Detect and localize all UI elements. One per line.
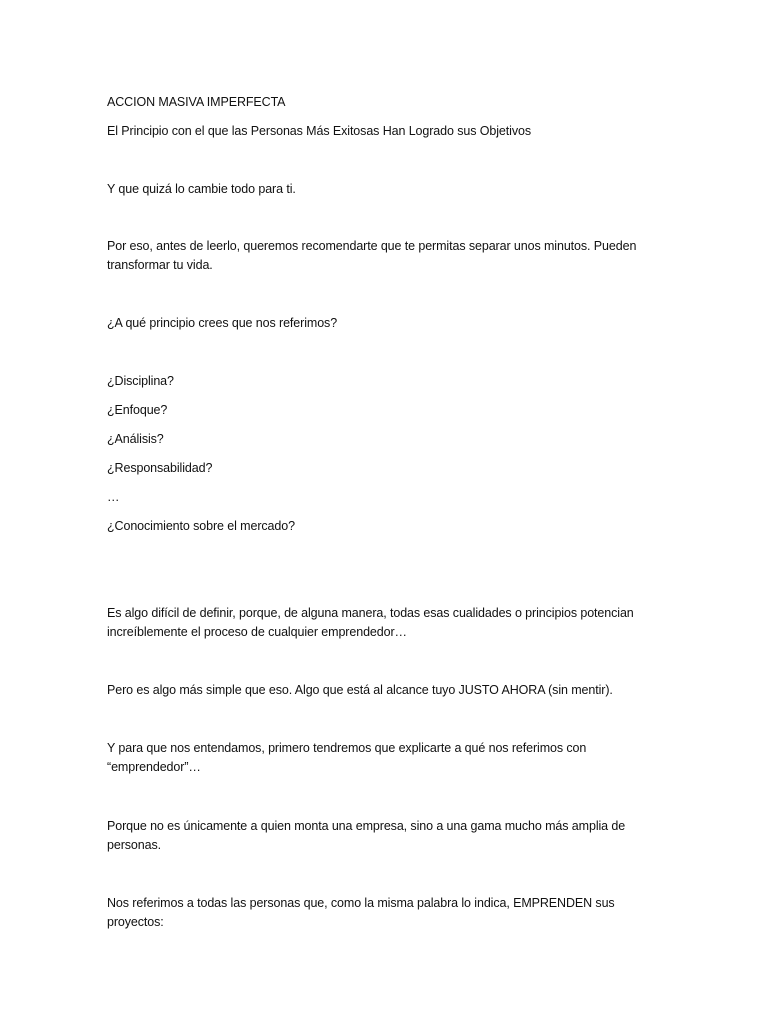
ellipsis-line: … — [107, 490, 120, 504]
question-responsabilidad: ¿Responsabilidad? — [107, 461, 213, 475]
question-analisis: ¿Análisis? — [107, 432, 164, 446]
paragraph-8: Nos referimos a todas las personas que, como la misma palabra lo indica, EMPRENDEN sus proyectos: — [107, 896, 615, 929]
paragraph-7: Porque no es únicamente a quien monta una empresa, sino a una gama mucho más amplia de personas. — [107, 819, 626, 852]
paragraph-4: Es algo difícil de definir, porque, de alguna manera, todas esas cualidades o principios potencian increíblemente el proceso de cualquier emprendedor… — [107, 606, 634, 639]
paragraph-3: ¿A qué principio crees que nos referimos? — [107, 316, 338, 330]
question-conocimiento: ¿Conocimiento sobre el mercado? — [107, 519, 295, 533]
document-heading: ACCION MASIVA IMPERFECTA — [107, 95, 286, 109]
paragraph-2: Por eso, antes de leerlo, queremos recomendarte que te permitas separar unos minutos. Pueden transformar tu vida. — [107, 239, 637, 272]
paragraph-5: Pero es algo más simple que eso. Algo que está al alcance tuyo JUSTO AHORA (sin mentir). — [107, 683, 613, 697]
question-enfoque: ¿Enfoque? — [107, 403, 168, 417]
document-subtitle: El Principio con el que las Personas Más Exitosas Han Logrado sus Objetivos — [107, 124, 531, 138]
paragraph-1: Y que quizá lo cambie todo para ti. — [107, 182, 296, 196]
question-disciplina: ¿Disciplina? — [107, 374, 174, 388]
paragraph-6: Y para que nos entendamos, primero tendremos que explicarte a qué nos referimos con “emprendedor”… — [107, 741, 587, 774]
